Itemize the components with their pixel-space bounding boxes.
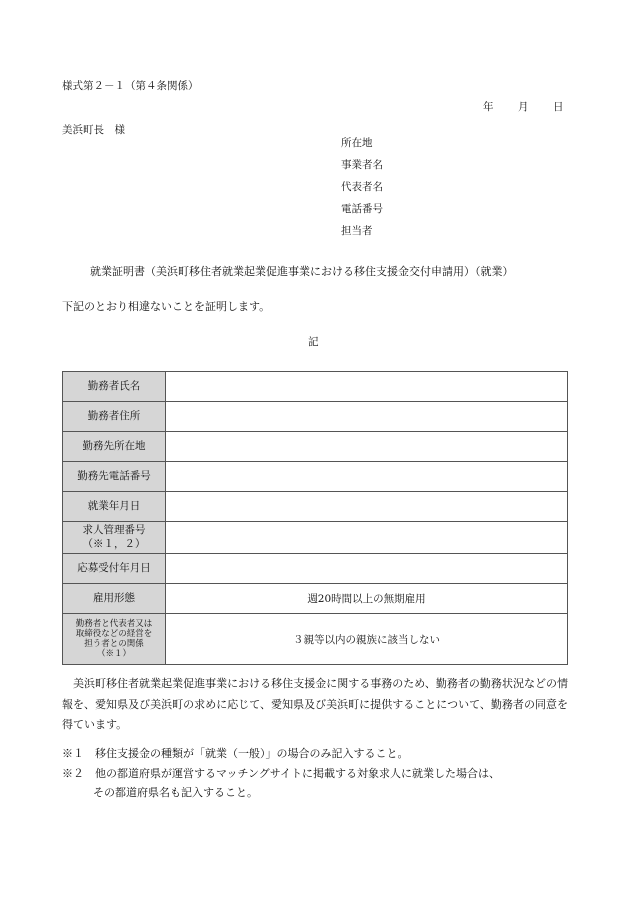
sender-representative-label: 代表者名 bbox=[341, 181, 383, 193]
workplace-phone-cell[interactable] bbox=[166, 462, 568, 492]
table-row bbox=[63, 402, 568, 432]
employment-type-cell: 週20時間以上の無期雇用 bbox=[166, 584, 568, 614]
row-label-line: 取締役などの経営を bbox=[75, 628, 153, 639]
sender-address-label: 所在地 bbox=[341, 137, 373, 149]
certificate-table bbox=[62, 371, 568, 665]
table-row bbox=[63, 614, 568, 665]
row-label-line: （※１） bbox=[96, 649, 131, 660]
worker-address-cell[interactable] bbox=[166, 402, 568, 432]
row-label: 雇用形態 bbox=[63, 584, 166, 614]
sender-phone-label: 電話番号 bbox=[341, 203, 383, 215]
date-month: 月 bbox=[518, 101, 529, 113]
row-label-line: （※１，２） bbox=[82, 537, 146, 550]
table-row bbox=[63, 522, 568, 554]
row-label: 応募受付年月日 bbox=[63, 554, 166, 584]
intro-text: 下記のとおり相違ないことを証明します。 bbox=[62, 300, 271, 313]
note-1: ※１ 移住支援金の種類が「就業（一般）」の場合のみ記入すること。 bbox=[62, 747, 409, 760]
table-row bbox=[63, 492, 568, 522]
table-row bbox=[63, 462, 568, 492]
row-label bbox=[63, 614, 166, 665]
row-label: 勤務者氏名 bbox=[63, 372, 166, 402]
row-label-line: 求人管理番号 bbox=[82, 524, 146, 537]
table-row bbox=[63, 554, 568, 584]
row-label: 勤務者住所 bbox=[63, 402, 166, 432]
worker-name-cell[interactable] bbox=[166, 372, 568, 402]
row-label-line: 勤務者と代表者又は bbox=[75, 618, 153, 629]
date-line bbox=[483, 101, 564, 114]
sender-contact-label: 担当者 bbox=[341, 225, 373, 237]
table-row bbox=[63, 372, 568, 402]
table-row bbox=[63, 584, 568, 614]
job-number-cell[interactable] bbox=[166, 522, 568, 554]
date-year: 年 bbox=[483, 101, 494, 113]
row-label: 勤務先所在地 bbox=[63, 432, 166, 462]
consent-paragraph: 美浜町移住者就業起業促進事業における移住支援金に関する事務のため、勤務者の勤務状況などの情報を、愛知県及び美浜町の求めに応じて、愛知県及び美浜町に提供することについて、勤務者の同意を得ています。 bbox=[62, 677, 568, 731]
document-title: 就業証明書（美浜町移住者就業起業促進事業における移住支援金交付申請用）（就業） bbox=[90, 265, 514, 278]
employment-date-cell[interactable] bbox=[166, 492, 568, 522]
row-label bbox=[63, 522, 166, 554]
ki-heading: 記 bbox=[308, 336, 319, 348]
row-label-line: 担う者との関係 bbox=[84, 639, 144, 649]
application-date-cell[interactable] bbox=[166, 554, 568, 584]
form-number: 様式第２－１（第４条関係） bbox=[62, 80, 199, 92]
note-2: ※２ 他の都道府県が運営するマッチングサイトに掲載する対象求人に就業した場合は、 bbox=[62, 767, 501, 780]
note-2-continuation: その都道府県名も記入すること。 bbox=[93, 786, 258, 799]
relationship-cell: ３親等以内の親族に該当しない bbox=[166, 614, 568, 665]
addressee: 美浜町長 様 bbox=[62, 124, 125, 136]
table-row bbox=[63, 432, 568, 462]
row-label: 勤務先電話番号 bbox=[63, 462, 166, 492]
sender-company-label: 事業者名 bbox=[341, 159, 383, 171]
date-day: 日 bbox=[553, 101, 564, 113]
row-label: 就業年月日 bbox=[63, 492, 166, 522]
workplace-address-cell[interactable] bbox=[166, 432, 568, 462]
